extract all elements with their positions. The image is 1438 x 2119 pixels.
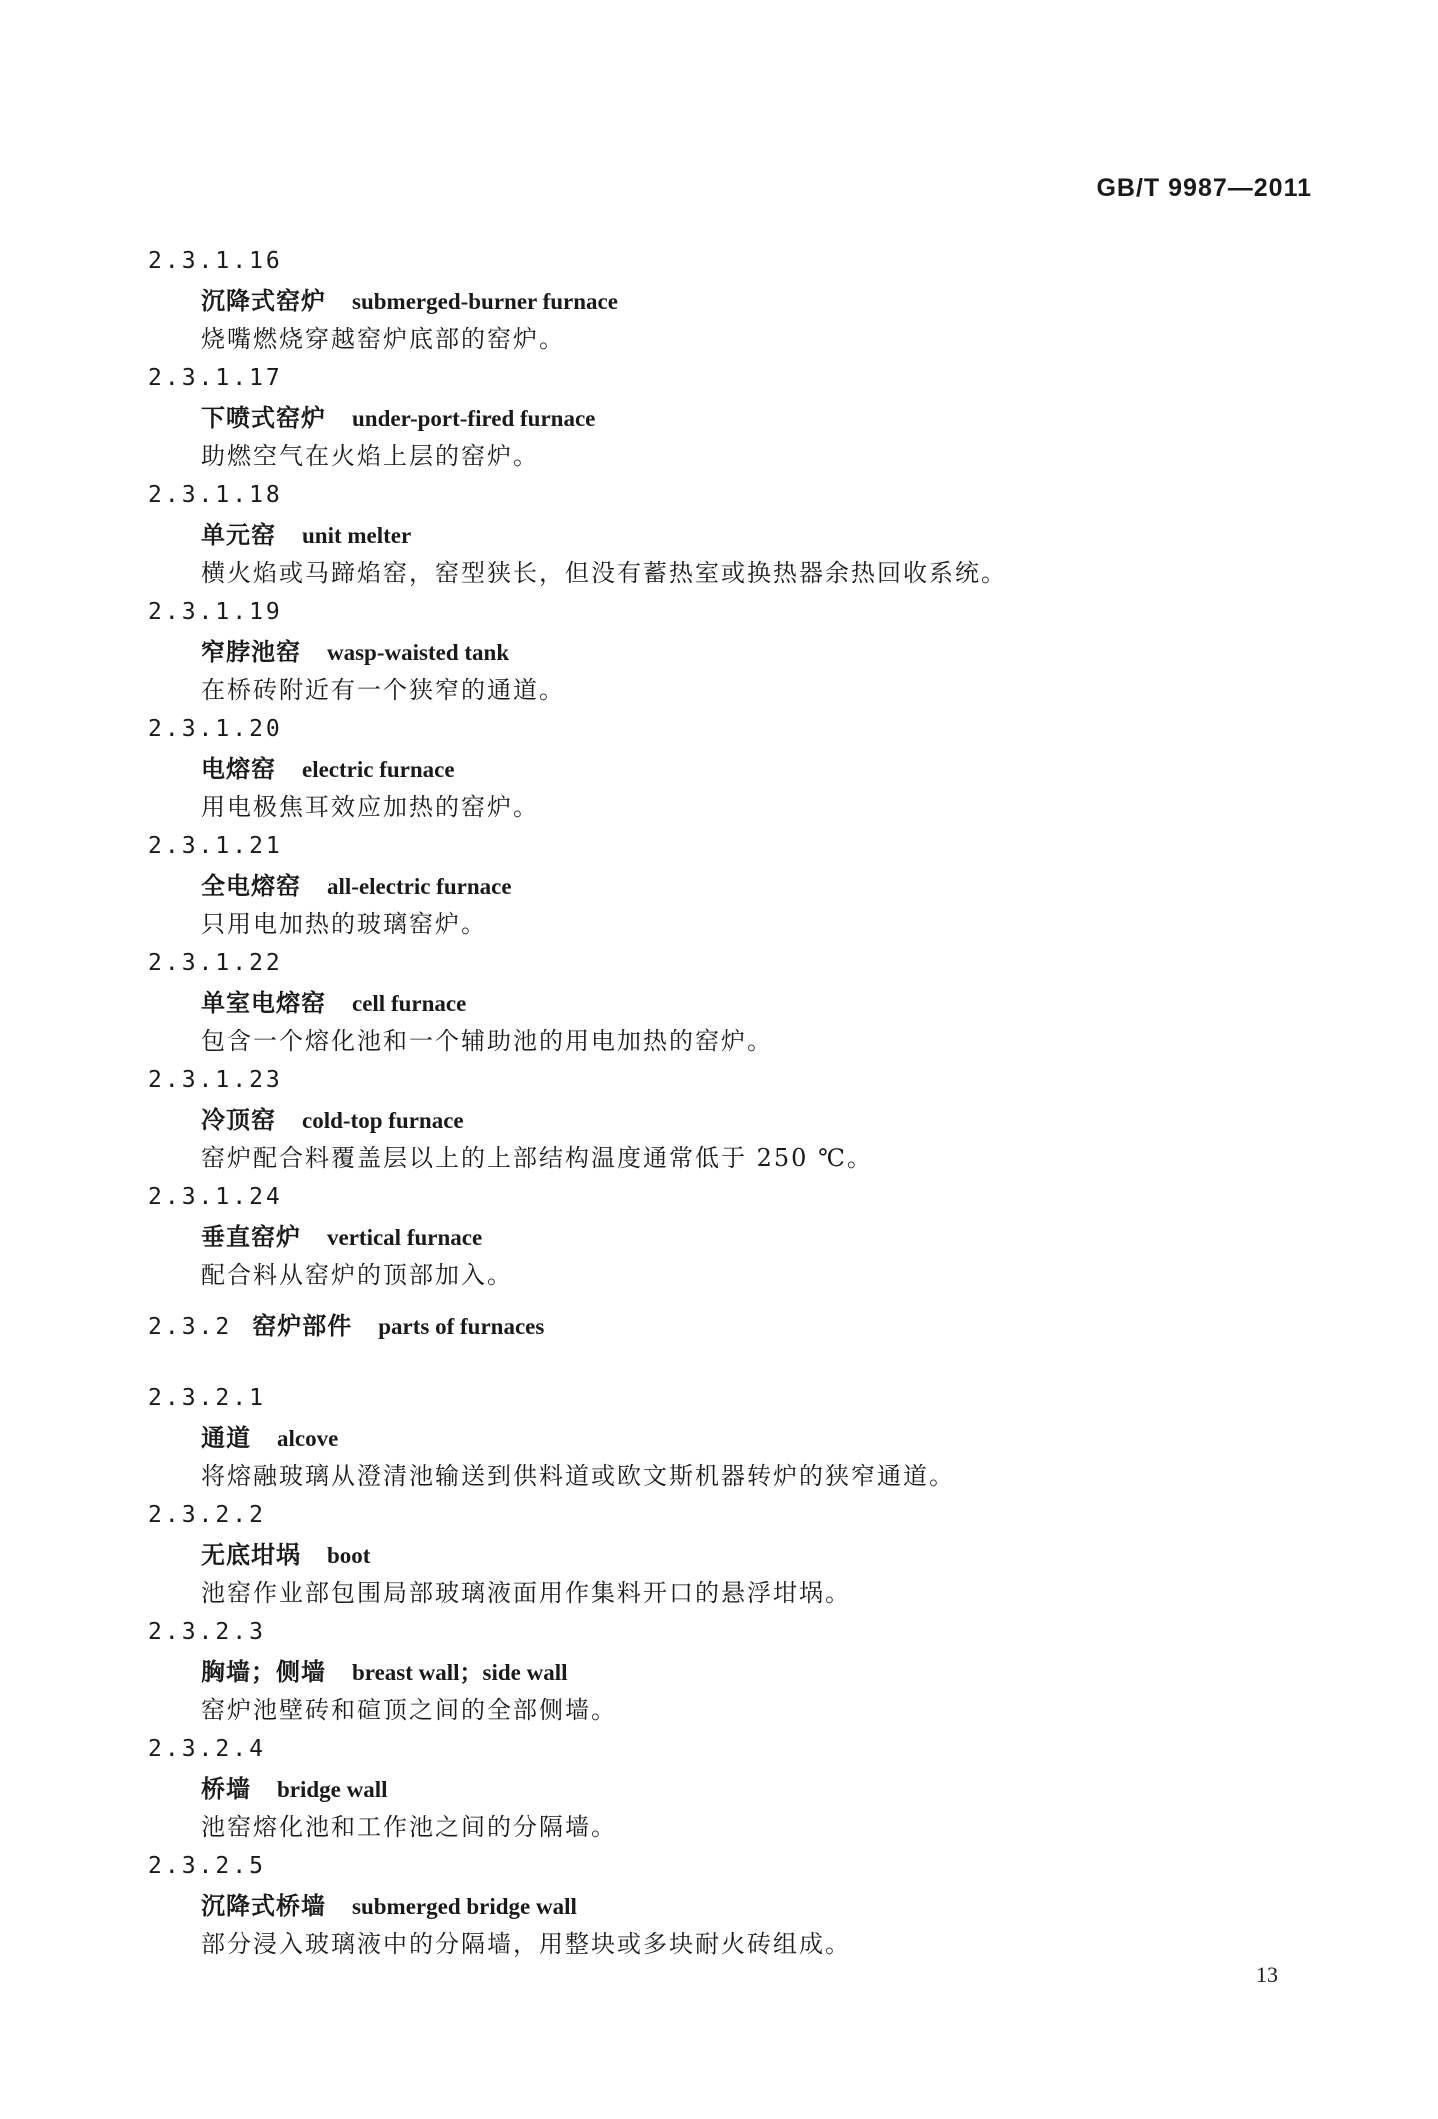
- entry-term: [148, 1100, 1298, 1139]
- entry-number: 2.3.2.5: [148, 1853, 266, 1879]
- entry-definition: 助燃空气在火焰上层的窑炉。: [201, 442, 539, 470]
- entry-definition: 将熔融玻璃从澄清池输送到供料道或欧文斯机器转炉的狭窄通道。: [201, 1462, 955, 1490]
- term-zh: 窄脖池窑: [201, 638, 301, 666]
- entry-definition: 烧嘴燃烧穿越窑炉底部的窑炉。: [201, 325, 565, 353]
- term-entry: [148, 827, 1298, 944]
- entry-term: [148, 1217, 1298, 1256]
- term-entry: [148, 593, 1298, 710]
- term-entry: [148, 1613, 1298, 1730]
- entry-number: 2.3.1.18: [148, 482, 283, 508]
- term-entry: [148, 1379, 1298, 1496]
- term-zh: 沉降式窑炉: [201, 287, 326, 315]
- entry-definition: 部分浸入玻璃液中的分隔墙，用整块或多块耐火砖组成。: [201, 1930, 851, 1958]
- term-zh: 无底坩埚: [201, 1541, 301, 1569]
- entry-term: [148, 1886, 1298, 1925]
- term-en: submerged-burner furnace: [352, 289, 618, 314]
- entry-number: 2.3.1.19: [148, 599, 283, 625]
- term-en: wasp-waisted tank: [327, 640, 510, 665]
- entry-number: 2.3.2.1: [148, 1385, 266, 1411]
- entry-number: 2.3.1.22: [148, 950, 283, 976]
- entry-number: 2.3.1.20: [148, 716, 283, 742]
- entry-term: [148, 1769, 1298, 1808]
- entry-number: 2.3.2.3: [148, 1619, 266, 1645]
- term-en: boot: [327, 1543, 371, 1568]
- entry-number: 2.3.2.4: [148, 1736, 266, 1762]
- entry-number: 2.3.1.21: [148, 833, 283, 859]
- term-en: all-electric furnace: [327, 874, 512, 899]
- section-number: 2.3.2: [148, 1314, 233, 1340]
- term-entry: [148, 1496, 1298, 1613]
- term-en: submerged bridge wall: [352, 1894, 577, 1919]
- entry-definition: 只用电加热的玻璃窑炉。: [201, 910, 487, 938]
- entry-definition: 窑炉池壁砖和碹顶之间的全部侧墙。: [201, 1696, 617, 1724]
- entry-term: [148, 515, 1298, 554]
- entry-number: 2.3.1.17: [148, 365, 283, 391]
- term-zh: 垂直窑炉: [201, 1223, 301, 1251]
- entry-term: [148, 1418, 1298, 1457]
- term-zh: 全电熔窑: [201, 872, 301, 900]
- entry-definition: 窑炉配合料覆盖层以上的上部结构温度通常低于 250 ℃。: [201, 1144, 873, 1172]
- term-entry: [148, 1730, 1298, 1847]
- entry-definition: 包含一个熔化池和一个辅助池的用电加热的窑炉。: [201, 1027, 773, 1055]
- entry-definition: 在桥砖附近有一个狭窄的通道。: [201, 676, 565, 704]
- standard-code: GB/T 9987—2011: [1096, 174, 1312, 202]
- section-heading: [148, 1307, 1298, 1346]
- entry-term: [148, 983, 1298, 1022]
- entry-number: 2.3.1.24: [148, 1184, 283, 1210]
- term-entry: [148, 710, 1298, 827]
- entry-list-furnace-parts: [148, 1379, 1298, 1964]
- term-zh: 通道: [201, 1424, 251, 1452]
- term-entry: [148, 242, 1298, 359]
- entry-definition: 池窑作业部包围局部玻璃液面用作集料开口的悬浮坩埚。: [201, 1579, 851, 1607]
- term-entry: [148, 1061, 1298, 1178]
- entry-list-furnace-types: [148, 242, 1298, 1295]
- entry-term: [148, 866, 1298, 905]
- term-zh: 桥墙: [201, 1775, 251, 1803]
- entry-definition: 用电极焦耳效应加热的窑炉。: [201, 793, 539, 821]
- entry-term: [148, 1652, 1298, 1691]
- term-en: cold-top furnace: [302, 1108, 464, 1133]
- term-zh: 冷顶窑: [201, 1106, 276, 1134]
- entry-definition: 配合料从窑炉的顶部加入。: [201, 1261, 513, 1289]
- term-entry: [148, 1847, 1298, 1964]
- entry-term: [148, 632, 1298, 671]
- entry-term: [148, 1535, 1298, 1574]
- term-zh: 电熔窑: [201, 755, 276, 783]
- term-zh: 下喷式窑炉: [201, 404, 326, 432]
- entry-term: [148, 398, 1298, 437]
- term-zh: 单室电熔窑: [201, 989, 326, 1017]
- section-title-zh: 窑炉部件: [252, 1312, 353, 1340]
- term-en: bridge wall: [277, 1777, 388, 1802]
- term-entry: [148, 359, 1298, 476]
- term-entry: [148, 944, 1298, 1061]
- term-en: under-port-fired furnace: [352, 406, 596, 431]
- section-title-en: parts of furnaces: [378, 1314, 545, 1339]
- term-zh: 沉降式桥墙: [201, 1892, 326, 1920]
- entry-number: 2.3.2.2: [148, 1502, 266, 1528]
- term-en: electric furnace: [302, 757, 455, 782]
- term-entry: [148, 476, 1298, 593]
- term-zh: 单元窑: [201, 521, 276, 549]
- entry-number: 2.3.1.23: [148, 1067, 283, 1093]
- entry-term: [148, 281, 1298, 320]
- entry-term: [148, 749, 1298, 788]
- term-zh: 胸墙；侧墙: [201, 1658, 326, 1686]
- entry-definition: 池窑熔化池和工作池之间的分隔墙。: [201, 1813, 617, 1841]
- page-number: 13: [1256, 1962, 1278, 1987]
- term-en: breast wall；side wall: [352, 1660, 568, 1685]
- term-entry: [148, 1178, 1298, 1295]
- term-en: alcove: [277, 1426, 339, 1451]
- term-en: cell furnace: [352, 991, 467, 1016]
- term-en: unit melter: [302, 523, 412, 548]
- entry-definition: 横火焰或马蹄焰窑，窑型狭长，但没有蓄热室或换热器余热回收系统。: [201, 559, 1007, 587]
- term-en: vertical furnace: [327, 1225, 483, 1250]
- entry-number: 2.3.1.16: [148, 248, 283, 274]
- document-body: [148, 242, 1298, 1964]
